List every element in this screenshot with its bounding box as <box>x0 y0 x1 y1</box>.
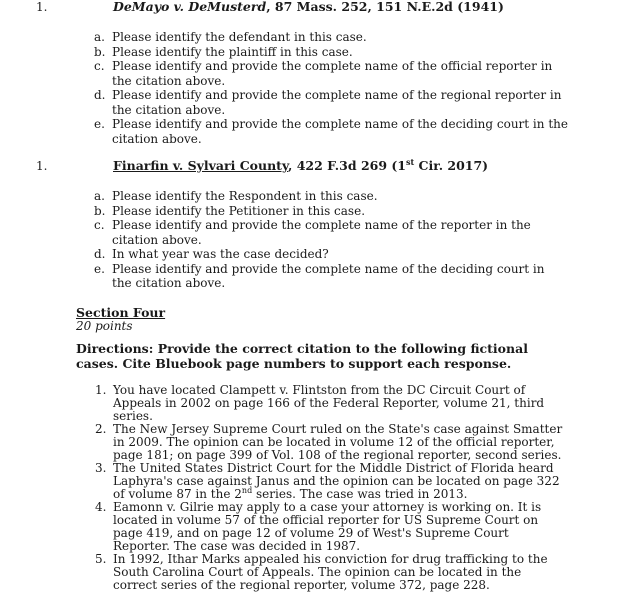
case-title <box>113 0 504 14</box>
list-item: d. In what year was the case decided? <box>94 247 329 261</box>
list-item: 3. The United States District Court for the Middle District of Florida heard Laphyra's case against Janus and the opinion can be located on page 322 of volume 87 in the 2nd series. The case was tried in 2013. <box>95 461 560 501</box>
list-item: 2. The New Jersey Supreme Court ruled on the State's case against Smatter in 2009. The opinion can be located in volume 12 of the official reporter, page 181; on page 399 of Vol. 108 of the regional reporter, second series. <box>95 422 563 462</box>
case-name: Finarfin v. Sylvari County <box>113 158 289 173</box>
case-questions <box>94 189 554 291</box>
list-item: 5. In 1992, Ithar Marks appealed his conviction for drug trafficking to the South Carolina Court of Appeals. The opinion can be located in the correct series of the regional reporter, volume 372, page 228. <box>95 552 548 592</box>
list-item: 4. Eamonn v. Gilrie may apply to a case your attorney is working on. It is located in volume 57 of the official reporter for US Supreme Court on page 419, and on page 12 of volume 29 of West's Supreme Court Reporter. The case was decided in 1987. <box>95 500 542 553</box>
list-item: a. Please identify the Respondent in this case. <box>94 189 378 203</box>
list-item: b. Please identify the Petitioner in this case. <box>94 203 366 218</box>
section-points: 20 points <box>76 319 133 333</box>
list-item: b. Please identify the plaintiff in this case. <box>94 44 353 59</box>
list-item: e. Please identify and provide the complete name of the deciding court in the citation above. <box>94 261 545 290</box>
case-name: DeMayo v. DeMusterd <box>113 0 267 14</box>
list-item: e. Please identify and provide the complete name of the deciding court in the citation above. <box>94 117 568 146</box>
case-citation: , 87 Mass. 252, 151 N.E.2d (1941) <box>266 0 504 14</box>
case-number: 1. <box>36 159 48 173</box>
case-questions <box>94 30 574 146</box>
section-title: Section Four <box>76 305 166 320</box>
case-number: 1. <box>36 0 48 14</box>
section-directions: Directions: Provide the correct citation to the following fictional cases. Cite Bluebook page numbers to support each response. <box>76 341 528 371</box>
case-title: Finarfin v. Sylvari County, 422 F.3d 269 (1st Cir. 2017) <box>113 156 489 173</box>
list-item: d. Please identify and provide the complete name of the regional reporter in the citation above. <box>94 88 562 117</box>
list-item: 1. You have located Clampett v. Flintston from the DC Circuit Court of Appeals in 2002 on page 166 of the Federal Reporter, volume 21, third series. <box>95 383 545 423</box>
list-item: c. Please identify and provide the complete name of the reporter in the citation above. <box>94 218 531 247</box>
list-item: a. Please identify the defendant in this case. <box>94 30 367 44</box>
list-item: c. Please identify and provide the complete name of the official reporter in the citation above. <box>94 59 553 88</box>
citation-questions <box>95 384 565 592</box>
